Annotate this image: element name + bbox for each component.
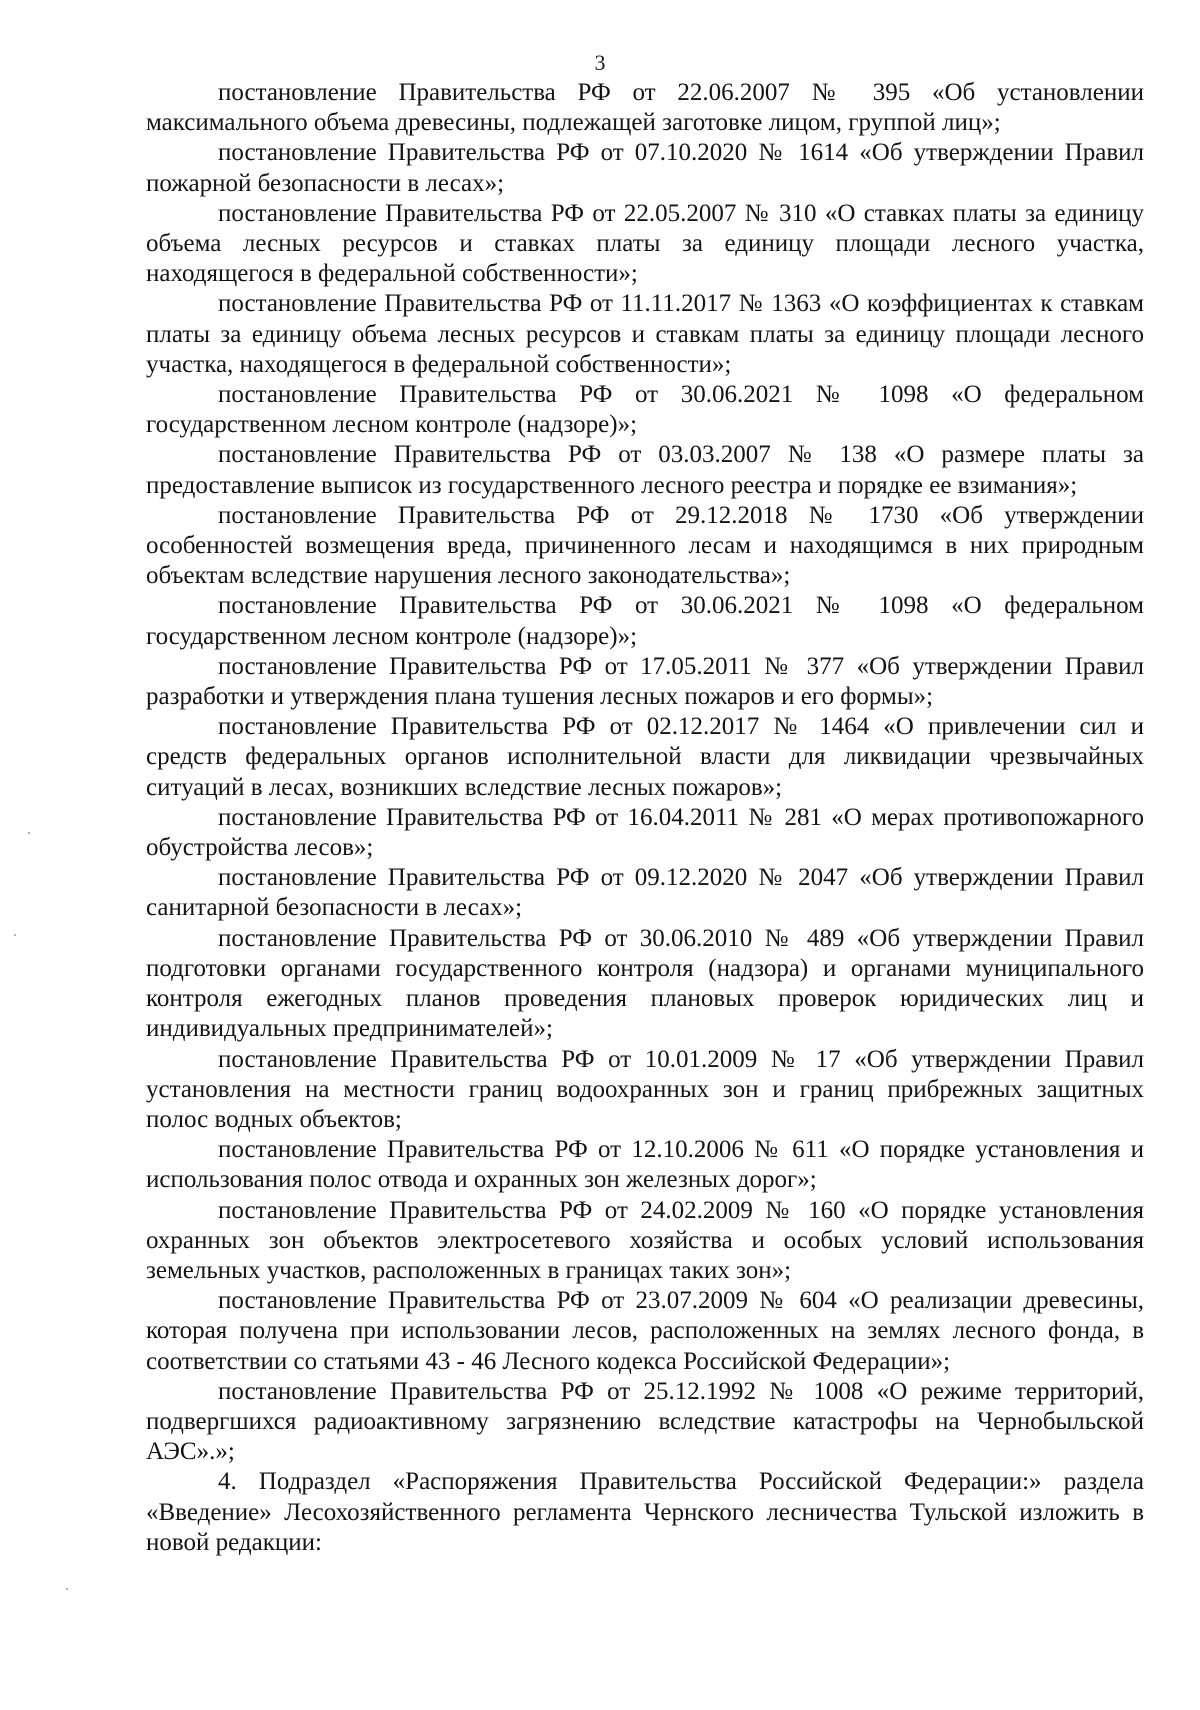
paragraph-decree-2047: постановление Правительства РФ от 09.12.2020 № 2047 «Об утверждении Правил санитарной безопасности в лесах»;	[146, 864, 1144, 922]
paragraph-decree-1464: постановление Правительства РФ от 02.12.2017 № 1464 «О привлечении сил и средств федеральных органов исполнительной власти для ликвидации чрезвычайных ситуаций в лесах, возникших вследствие лесных пожаров»;	[146, 713, 1144, 801]
paragraph-decree-611: постановление Правительства РФ от 12.10.2006 № 611 «О порядке установления и использования полос отвода и охранных зон железных дорог»;	[146, 1136, 1144, 1194]
paragraph-decree-281: постановление Правительства РФ от 16.04.2011 № 281 «О мерах противопожарного обустройства лесов»;	[146, 803, 1144, 862]
paragraph-decree-377: постановление Правительства РФ от 17.05.2011 № 377 «Об утверждении Правил разработки и утверждения плана тушения лесных пожаров и его формы»;	[146, 652, 1144, 711]
paragraph-decree-489: постановление Правительства РФ от 30.06.2010 № 489 «Об утверждении Правил подготовки органами государственного контроля (надзора) и органами муниципального контроля ежегодных планов проведения плановых проверок юридических лиц и индивидуальных предпринимателей»;	[146, 924, 1144, 1043]
paragraph-decree-17: постановление Правительства РФ от 10.01.2009 № 17 «Об утверждении Правил установления на местности границ водоохранных зон и границ прибрежных защитных полос водных объектов;	[146, 1045, 1144, 1133]
document-body	[146, 78, 1144, 1558]
paragraph-decree-1363: постановление Правительства РФ от 11.11.2017 № 1363 «О коэффициентах к ставкам платы за единицу объема лесных ресурсов и ставкам платы за единицу площади лесного участка, находящегося в федеральной собственности»;	[146, 290, 1144, 378]
scan-speck	[28, 832, 30, 834]
paragraph-decree-1008: постановление Правительства РФ от 25.12.1992 № 1008 «О режиме территорий, подвергшихся радиоактивному загрязнению вследствие катастрофы на Чернобыльской АЭС».»;	[146, 1377, 1144, 1466]
page-number: 3	[594, 50, 606, 75]
paragraph-decree-395: постановление Правительства РФ от 22.06.2007 № 395 «Об установлении максимального объема древесины, подлежащей заготовке лицом, группой лиц»;	[146, 79, 1144, 137]
paragraph-section-4: 4. Подраздел «Распоряжения Правительства Российской Федерации:» раздела «Введение» Лесохозяйственного регламента Чернского лесничества Тульской изложить в новой редакции:	[146, 1468, 1144, 1556]
paragraph-decree-160: постановление Правительства РФ от 24.02.2009 № 160 «О порядке установления охранных зон объектов электросетевого хозяйства и особых условий использования земельных участков, расположенных в границах таких зон»;	[146, 1196, 1144, 1284]
paragraph-decree-1098-second: постановление Правительства РФ от 30.06.2021 № 1098 «О федеральном государственном лесном контроле (надзоре)»;	[146, 592, 1144, 650]
paragraph-decree-1098-first: постановление Правительства РФ от 30.06.2021 № 1098 «О федеральном государственном лесном контроле (надзоре)»;	[146, 381, 1144, 439]
paragraph-decree-604: постановление Правительства РФ от 23.07.2009 № 604 «О реализации древесины, которая получена при использовании лесов, расположенных на землях лесного фонда, в соответствии со статьями 43 - 46 Лесного кодекса Российской Федерации»;	[146, 1287, 1144, 1375]
paragraph-decree-310: постановление Правительства РФ от 22.05.2007 № 310 «О ставках платы за единицу объема лесных ресурсов и ставках платы за единицу площади лесного участка, находящегося в федеральной собственности»;	[146, 199, 1144, 288]
scan-speck	[66, 1588, 68, 1590]
paragraph-decree-1614: постановление Правительства РФ от 07.10.2020 № 1614 «Об утверждении Правил пожарной безопасности в лесах»;	[146, 139, 1144, 197]
scan-speck	[14, 934, 16, 936]
paragraph-decree-1730: постановление Правительства РФ от 29.12.2018 № 1730 «Об утверждении особенностей возмещения вреда, причиненного лесам и находящимся в них природным объектам вследствие нарушения лесного законодательства»;	[146, 501, 1144, 590]
paragraph-decree-138: постановление Правительства РФ от 03.03.2007 № 138 «О размере платы за предоставление выписок из государственного лесного реестра и порядке ее взимания»;	[146, 441, 1144, 499]
